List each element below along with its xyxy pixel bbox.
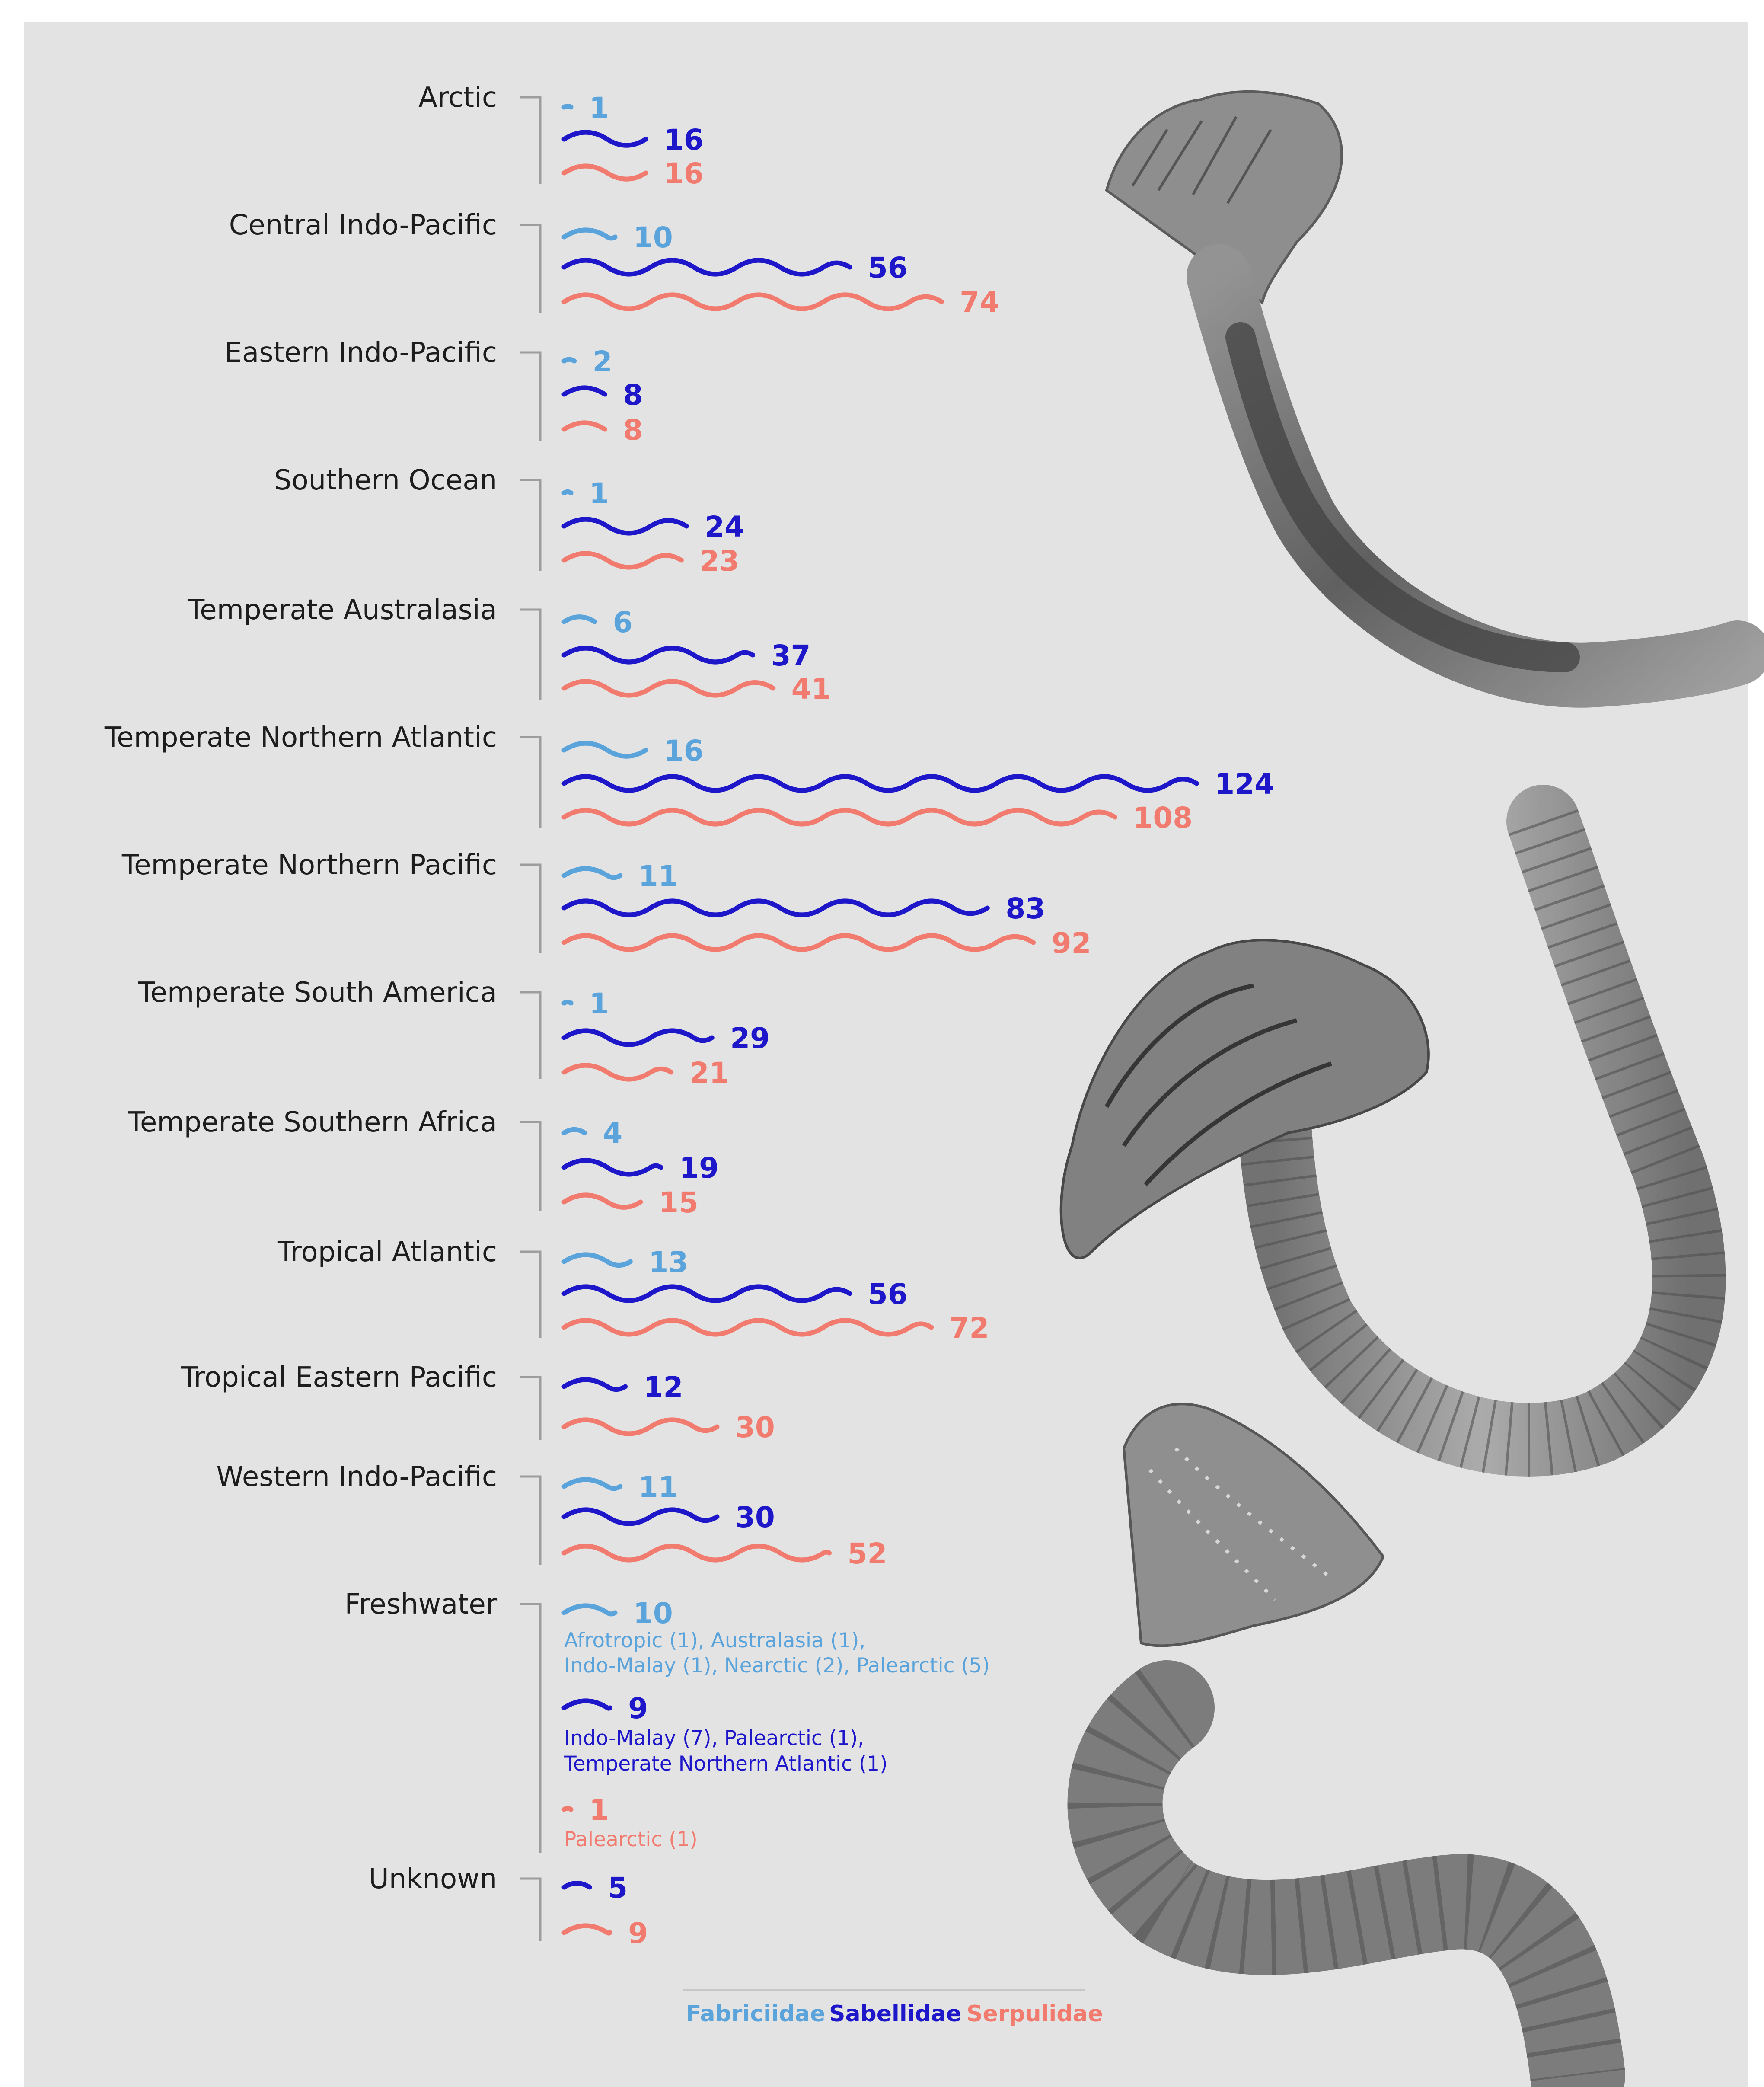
wave-bar-sabellidae-temperate-northern-atlantic bbox=[564, 777, 1196, 790]
region-bracket-western-indo-pacific bbox=[520, 1477, 540, 1565]
value-label-fabriciidae-freshwater: 10 bbox=[633, 1597, 673, 1630]
wave-bar-sabellidae-freshwater bbox=[564, 1701, 610, 1708]
wave-bar-sabellidae-tropical-atlantic bbox=[564, 1287, 850, 1301]
wave-bar-serpulidae-eastern-indo-pacific bbox=[564, 423, 605, 429]
value-label-sabellidae-tropical-atlantic: 56 bbox=[868, 1278, 908, 1311]
region-label-temperate-south-america: Temperate South America bbox=[138, 977, 497, 1009]
region-bracket-eastern-indo-pacific bbox=[520, 352, 540, 441]
wave-bar-fabriciidae-temperate-south-america bbox=[564, 1002, 571, 1003]
value-label-sabellidae-central-indo-pacific: 56 bbox=[868, 251, 908, 284]
value-label-serpulidae-central-indo-pacific: 74 bbox=[960, 286, 1000, 319]
wave-bar-sabellidae-temperate-northern-pacific bbox=[564, 901, 987, 915]
wave-bar-serpulidae-temperate-southern-africa bbox=[564, 1195, 641, 1207]
value-label-serpulidae-eastern-indo-pacific: 8 bbox=[623, 413, 643, 447]
wave-bar-serpulidae-southern-ocean bbox=[564, 553, 681, 567]
region-bracket-temperate-northern-atlantic bbox=[520, 737, 540, 828]
wave-bar-fabriciidae-temperate-northern-atlantic bbox=[564, 743, 646, 756]
wave-bar-serpulidae-temperate-south-america bbox=[564, 1065, 671, 1079]
note-fabriciidae-1: Indo-Malay (1), Nearctic (2), Palearctic (5) bbox=[564, 1654, 990, 1678]
value-label-sabellidae-arctic: 16 bbox=[663, 123, 704, 157]
wave-bar-fabriciidae-freshwater bbox=[564, 1606, 615, 1614]
note-fabriciidae-0: Afrotropic (1), Australasia (1), bbox=[564, 1629, 866, 1652]
value-label-sabellidae-tropical-eastern-pacific: 12 bbox=[643, 1371, 683, 1404]
value-label-sabellidae-freshwater: 9 bbox=[628, 1692, 648, 1725]
region-label-freshwater: Freshwater bbox=[345, 1588, 497, 1620]
value-label-fabriciidae-eastern-indo-pacific: 2 bbox=[592, 345, 612, 378]
wave-bar-fabriciidae-central-indo-pacific bbox=[564, 230, 615, 238]
value-label-fabriciidae-temperate-south-america: 1 bbox=[589, 987, 609, 1020]
wave-bar-sabellidae-western-indo-pacific bbox=[564, 1510, 717, 1524]
wave-bar-fabriciidae-temperate-southern-africa bbox=[564, 1129, 584, 1133]
region-label-arctic: Arctic bbox=[418, 82, 497, 114]
value-label-sabellidae-temperate-southern-africa: 19 bbox=[679, 1151, 719, 1185]
value-label-sabellidae-eastern-indo-pacific: 8 bbox=[623, 378, 643, 412]
note-serpulidae-0: Palearctic (1) bbox=[564, 1828, 698, 1851]
region-bracket-central-indo-pacific bbox=[520, 225, 540, 313]
value-label-serpulidae-southern-ocean: 23 bbox=[699, 544, 740, 578]
region-label-southern-ocean: Southern Ocean bbox=[274, 464, 497, 496]
wave-bar-serpulidae-western-indo-pacific bbox=[564, 1546, 829, 1560]
wave-bar-sabellidae-eastern-indo-pacific bbox=[564, 388, 605, 394]
region-bracket-arctic bbox=[520, 97, 540, 184]
region-label-western-indo-pacific: Western Indo-Pacific bbox=[216, 1461, 497, 1493]
wave-bar-fabriciidae-temperate-northern-pacific bbox=[564, 869, 620, 878]
wave-bar-fabriciidae-western-indo-pacific bbox=[564, 1480, 620, 1489]
worm-top-image bbox=[1107, 92, 1738, 675]
value-label-serpulidae-tropical-atlantic: 72 bbox=[949, 1311, 989, 1345]
region-label-temperate-australasia: Temperate Australasia bbox=[188, 594, 497, 626]
value-label-fabriciidae-temperate-northern-atlantic: 16 bbox=[663, 734, 704, 767]
region-label-tropical-eastern-pacific: Tropical Eastern Pacific bbox=[181, 1362, 497, 1393]
value-label-fabriciidae-tropical-atlantic: 13 bbox=[648, 1246, 689, 1279]
region-label-eastern-indo-pacific: Eastern Indo-Pacific bbox=[224, 337, 497, 369]
wave-bar-sabellidae-southern-ocean bbox=[564, 519, 686, 533]
legend-sabellidae: Sabellidae bbox=[829, 2001, 962, 2027]
value-label-serpulidae-western-indo-pacific: 52 bbox=[847, 1537, 887, 1570]
region-bracket-temperate-northern-pacific bbox=[520, 865, 540, 953]
value-label-fabriciidae-western-indo-pacific: 11 bbox=[638, 1470, 678, 1504]
region-label-temperate-northern-pacific: Temperate Northern Pacific bbox=[121, 849, 497, 881]
value-label-sabellidae-temperate-south-america: 29 bbox=[730, 1022, 770, 1055]
region-bracket-tropical-eastern-pacific bbox=[520, 1377, 540, 1440]
wave-bar-fabriciidae-eastern-indo-pacific bbox=[564, 359, 574, 361]
region-bracket-freshwater bbox=[520, 1604, 540, 1853]
region-label-unknown: Unknown bbox=[368, 1863, 497, 1895]
region-label-temperate-northern-atlantic: Temperate Northern Atlantic bbox=[104, 722, 497, 754]
region-label-temperate-southern-africa: Temperate Southern Africa bbox=[128, 1106, 497, 1138]
wave-bar-serpulidae-temperate-australasia bbox=[564, 681, 773, 695]
value-label-serpulidae-temperate-australasia: 41 bbox=[791, 672, 831, 706]
region-bracket-southern-ocean bbox=[520, 480, 540, 571]
wave-bar-fabriciidae-arctic bbox=[564, 106, 571, 107]
legend-serpulidae: Serpulidae bbox=[967, 2001, 1103, 2027]
value-label-serpulidae-unknown: 9 bbox=[628, 1917, 648, 1950]
value-label-sabellidae-western-indo-pacific: 30 bbox=[735, 1501, 775, 1534]
region-label-central-indo-pacific: Central Indo-Pacific bbox=[229, 209, 497, 241]
wave-bar-serpulidae-tropical-eastern-pacific bbox=[564, 1420, 717, 1434]
wave-bar-fabriciidae-temperate-australasia bbox=[564, 617, 595, 622]
wave-bar-sabellidae-temperate-south-america bbox=[564, 1031, 712, 1045]
wave-bar-serpulidae-central-indo-pacific bbox=[564, 295, 941, 309]
wave-bar-serpulidae-temperate-northern-atlantic bbox=[564, 810, 1115, 824]
wave-bar-serpulidae-freshwater bbox=[564, 1808, 571, 1809]
wave-bar-sabellidae-unknown bbox=[564, 1883, 590, 1887]
region-bracket-tropical-atlantic bbox=[520, 1252, 540, 1338]
value-label-serpulidae-temperate-southern-africa: 15 bbox=[659, 1186, 699, 1219]
value-label-serpulidae-tropical-eastern-pacific: 30 bbox=[735, 1411, 775, 1444]
wave-bar-sabellidae-central-indo-pacific bbox=[564, 260, 850, 274]
region-label-tropical-atlantic: Tropical Atlantic bbox=[277, 1236, 497, 1268]
value-label-sabellidae-temperate-northern-pacific: 83 bbox=[1005, 892, 1046, 925]
wave-bar-sabellidae-temperate-southern-africa bbox=[564, 1160, 661, 1174]
legend-fabriciidae: Fabriciidae bbox=[686, 2001, 826, 2027]
region-bracket-temperate-australasia bbox=[520, 610, 540, 700]
wave-bar-sabellidae-temperate-australasia bbox=[564, 648, 753, 662]
value-label-fabriciidae-central-indo-pacific: 10 bbox=[633, 221, 673, 254]
value-label-fabriciidae-southern-ocean: 1 bbox=[589, 477, 609, 510]
wave-bar-serpulidae-temperate-northern-pacific bbox=[564, 936, 1034, 949]
wave-bar-serpulidae-tropical-atlantic bbox=[564, 1320, 931, 1334]
region-bracket-unknown bbox=[520, 1879, 540, 1941]
value-label-serpulidae-arctic: 16 bbox=[663, 157, 704, 190]
value-label-serpulidae-temperate-northern-pacific: 92 bbox=[1051, 927, 1091, 960]
note-sabellidae-0: Indo-Malay (7), Palearctic (1), bbox=[564, 1726, 864, 1750]
value-label-fabriciidae-temperate-southern-africa: 4 bbox=[603, 1117, 623, 1150]
wave-bar-fabriciidae-tropical-atlantic bbox=[564, 1255, 630, 1266]
worm-bottom-image bbox=[1115, 1404, 1578, 2075]
value-label-fabriciidae-temperate-australasia: 6 bbox=[612, 606, 633, 639]
wave-bar-sabellidae-tropical-eastern-pacific bbox=[564, 1380, 625, 1390]
note-sabellidae-1: Temperate Northern Atlantic (1) bbox=[564, 1752, 888, 1776]
value-label-serpulidae-freshwater: 1 bbox=[589, 1793, 609, 1827]
value-label-sabellidae-unknown: 5 bbox=[608, 1871, 628, 1905]
wave-bar-serpulidae-arctic bbox=[564, 166, 646, 179]
value-label-sabellidae-temperate-northern-atlantic: 124 bbox=[1215, 767, 1274, 801]
region-bracket-temperate-southern-africa bbox=[520, 1122, 540, 1211]
worm-middle-image bbox=[1061, 821, 1689, 1440]
value-label-serpulidae-temperate-northern-atlantic: 108 bbox=[1133, 801, 1193, 834]
value-label-sabellidae-southern-ocean: 24 bbox=[705, 510, 745, 543]
value-label-sabellidae-temperate-australasia: 37 bbox=[771, 639, 811, 672]
region-bracket-temperate-south-america bbox=[520, 992, 540, 1079]
value-label-fabriciidae-temperate-northern-pacific: 11 bbox=[638, 860, 678, 893]
value-label-fabriciidae-arctic: 1 bbox=[589, 91, 609, 125]
value-label-serpulidae-temperate-south-america: 21 bbox=[689, 1056, 729, 1090]
wave-bar-serpulidae-unknown bbox=[564, 1926, 610, 1933]
wave-bar-sabellidae-arctic bbox=[564, 132, 646, 145]
wave-bar-fabriciidae-southern-ocean bbox=[564, 492, 571, 493]
